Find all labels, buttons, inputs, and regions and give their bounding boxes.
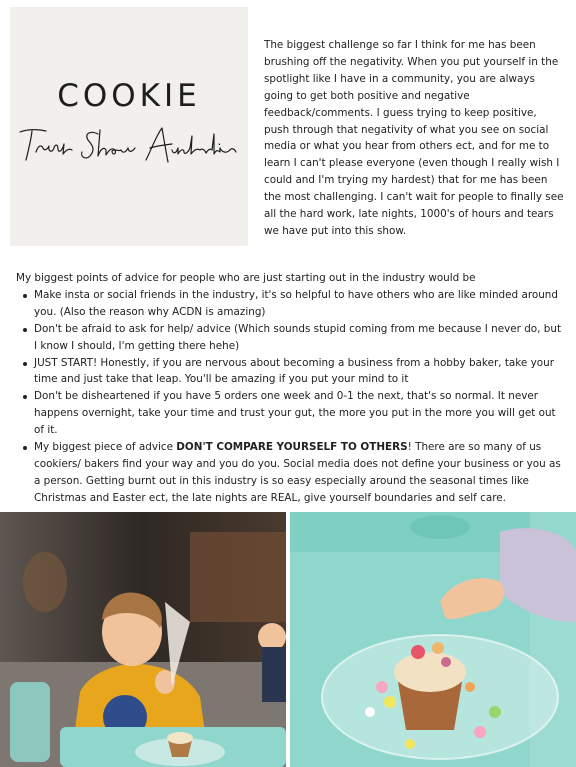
advice-section [16, 270, 564, 507]
advice-item: Don't be afraid to ask for help/ advice (Which sounds stupid coming from me because I never do, but I know I should, I'm getting there hehe) [16, 321, 564, 355]
logo-wordmark: COOKIE [57, 78, 201, 114]
advice-list [16, 287, 564, 507]
cookie-trade-show-logo [10, 7, 248, 246]
photo-child-decorating [0, 512, 286, 767]
advice-key-bold: DON'T COMPARE YOURSELF TO OTHERS [176, 441, 408, 454]
advice-key-after: ! There are so many of us cookiers/ bakers find your way and you do you. Social media does not define your business or you as a person. Getting burnt out in this industry is so easy especially around the seasonal times like Christmas and Easter ect, the late nights are REAL, give yourself boundaries and self care. [34, 441, 561, 504]
photo-cupcake-closeup [290, 512, 576, 767]
advice-item-key [16, 439, 564, 507]
advice-item: JUST START! Honestly, if you are nervous about becoming a business from a hobby baker, take your time and just take that leap. You'll be amazing if you put your mind to it [16, 355, 564, 389]
advice-lead: My biggest points of advice for people who are just starting out in the industry would be [16, 272, 476, 284]
advice-item: Don't be disheartened if you have 5 orders one week and 0-1 the next, that's so normal. It never happens overnight, take your time and trust your gut, the more you put in the more you will get out of it. [16, 388, 564, 439]
advice-key-before: My biggest piece of advice [34, 441, 177, 454]
photo-child-decorating-illustration [0, 512, 286, 767]
photo-cupcake-closeup-illustration [290, 512, 576, 767]
intro-paragraph: The biggest challenge so far I think for me has been brushing off the negativity. When you put yourself in the spotlight like I have in a community, you are always going to get both positive and negative feedback/comments. I guess trying to keep positive, push through that negativity of what you see on social media or what you hear from others ect, and for me to learn I can't please everyone (even though I really wish I could and I'm trying my hardest) that for me has been the most challenging. I can't wait for people to finally see all the hard work, late nights, 1000's of hours and tears we have put into this show. [264, 39, 564, 237]
advice-item: Make insta or social friends in the industry, it's so helpful to have others who are like minded around you. (Also the reason why ACDN is amazing) [16, 287, 564, 321]
logo-script-signature [14, 120, 244, 172]
